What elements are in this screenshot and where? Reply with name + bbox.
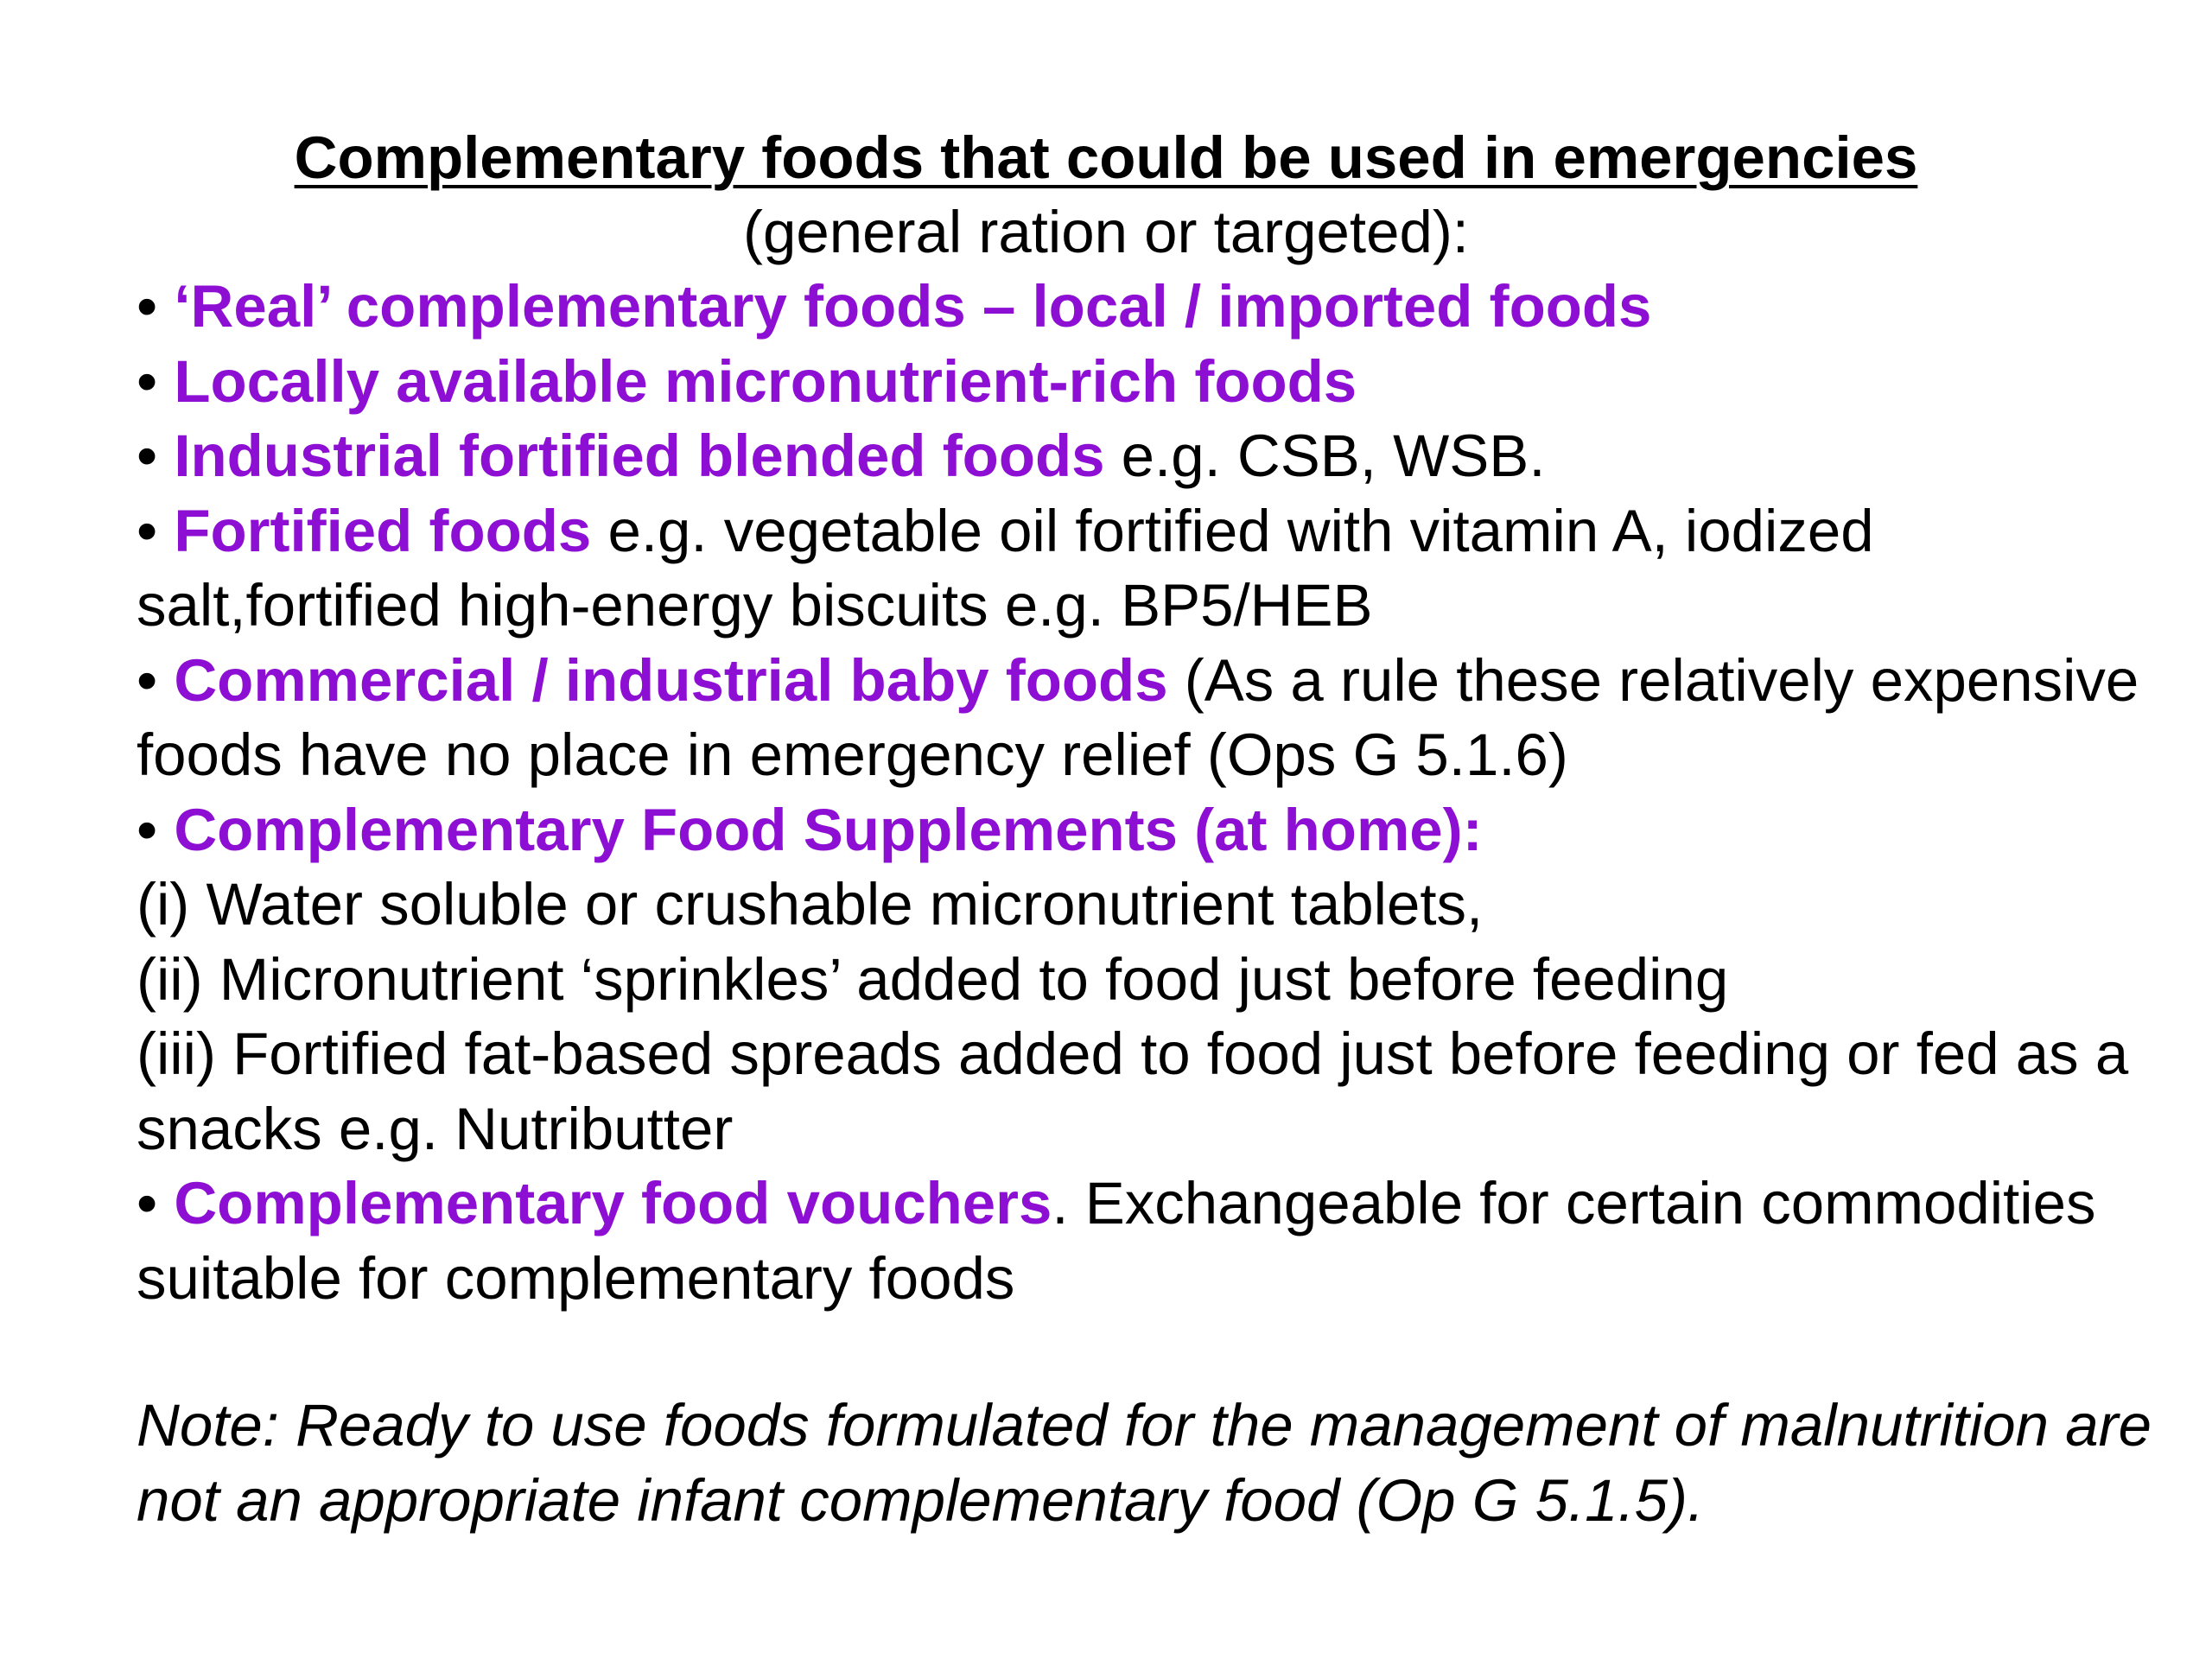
list-item-real-complementary-foods [137,270,2176,345]
item-highlight: Commercial / industrial baby foods [174,646,1168,714]
item-text: e.g. vegetable oil fortified with vitamin A, iodized salt,fortified high-energy biscuits e.g. BP5/HEB [137,497,1874,639]
bullet: • [137,347,158,415]
item-highlight: Fortified foods [174,497,592,564]
bullet: • [137,646,158,714]
bullet: • [137,273,158,340]
item-highlight: Complementary Food Supplements (at home): [174,796,1483,863]
list-item-locally-available-foods [137,345,2176,420]
list-item-fortified-blended-foods [137,419,2176,494]
item-highlight: ‘Real’ complementary foods – local / imported foods [174,273,1652,340]
list-item-commercial-baby-foods [137,644,2176,793]
sub-item-fat-based-spreads: (iii) Fortified fat-based spreads added to food just before feeding or fed as a snacks e.g. Nutributter [137,1020,2129,1162]
bullet: • [137,796,158,863]
list-item-fortified-foods [137,494,2176,644]
item-highlight: Industrial fortified blended foods [174,423,1105,489]
list-item-food-vouchers [137,1166,2176,1316]
item-highlight: Locally available micronutrient-rich foods [174,347,1357,415]
bullet: • [137,423,158,489]
content-list [137,270,2176,1316]
note-text: Note: Ready to use foods formulated for the management of malnutrition are not an appropriate infant complementary food (Op G 5.1.5). [137,1392,2152,1534]
item-text: . Exchangeable for certain commodities suitable for complementary foods [137,1170,2096,1312]
sub-item-micronutrient-tablets: (i) Water soluble or crushable micronutrient tablets, [137,871,1484,938]
item-text: e.g. CSB, WSB. [1104,423,1546,489]
sub-item-micronutrient-sprinkles: (ii) Micronutrient ‘sprinkles’ added to food just before feeding [137,945,1729,1013]
bullet: • [137,1170,158,1236]
list-item-food-supplements [137,793,2176,868]
slide-subtitle: (general ration or targeted): [743,199,1469,265]
item-text: (As a rule these relatively expensive foods have no place in emergency relief (Ops G 5.1.6) [137,646,2139,788]
slide-title: Complementary foods that could be used in emergencies [294,124,1918,191]
bullet: • [137,497,158,564]
item-highlight: Complementary food vouchers [174,1170,1052,1236]
